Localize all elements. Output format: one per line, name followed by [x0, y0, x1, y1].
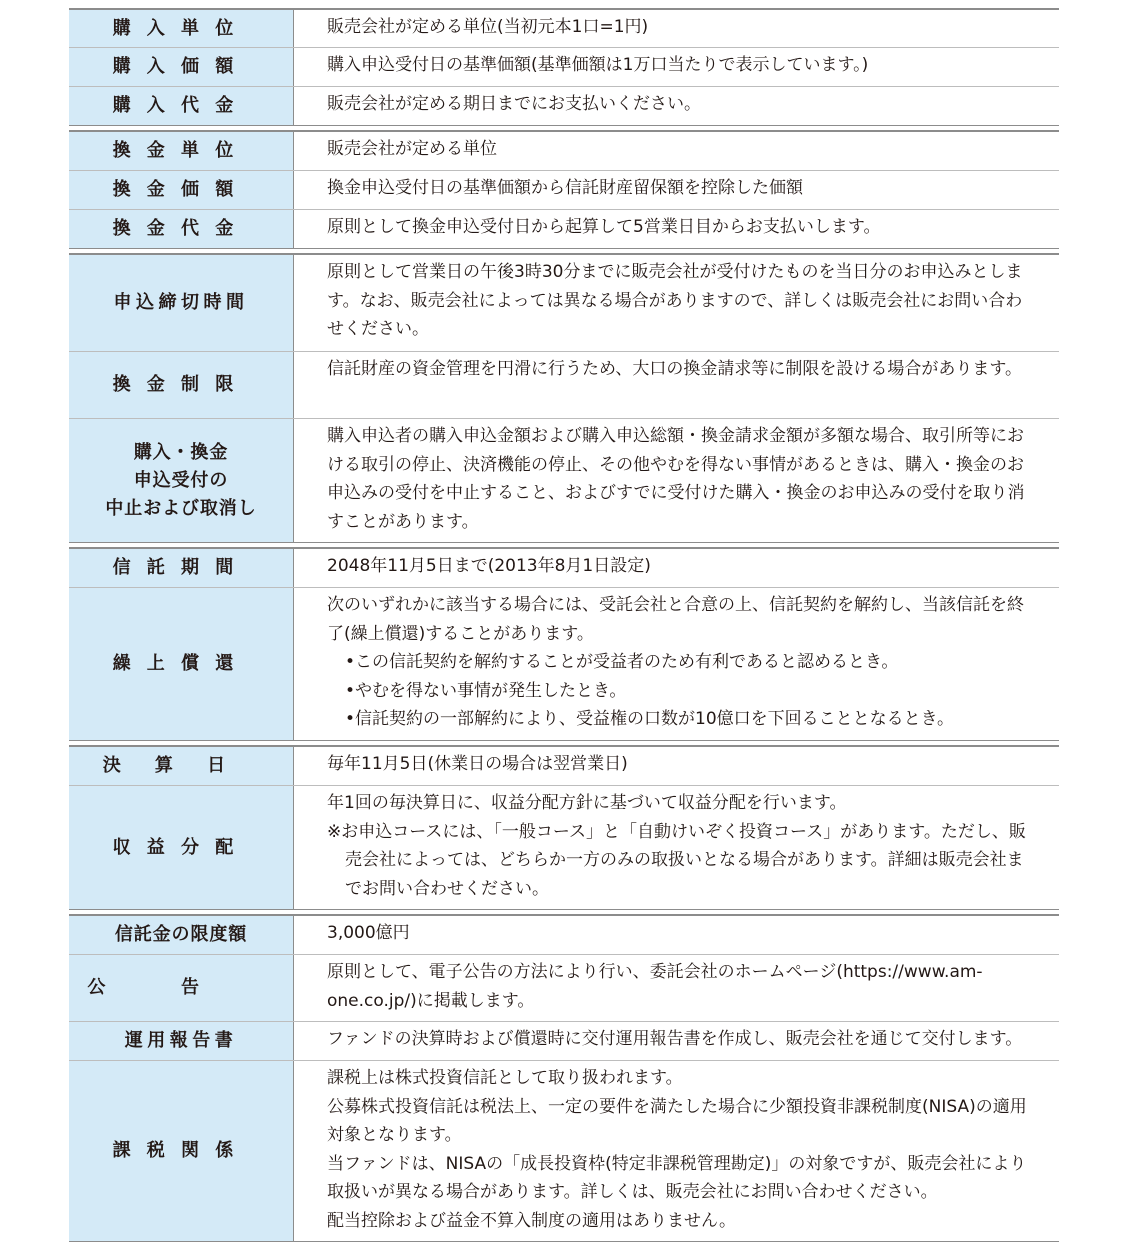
row-value: [294, 171, 1059, 209]
redemption-group: [69, 130, 1059, 249]
table-row: [69, 10, 1059, 47]
value-text: 購入申込受付日の基準価額(基準価額は1万口当たりで表示しています。): [327, 55, 869, 75]
row-value: [294, 1061, 1059, 1241]
value-text: 販売会社が定める期日までにお支払いください。: [327, 94, 701, 114]
row-value: [294, 916, 1059, 954]
row-value: [294, 588, 1059, 740]
row-label: 繰上償還: [69, 588, 294, 740]
row-value: [294, 786, 1059, 909]
value-text: ファンドの決算時および償還時に交付運用報告書を作成し、販売会社を通じて交付します。: [327, 1029, 1023, 1049]
row-label: 課税関係: [69, 1061, 294, 1241]
value-text: 次のいずれかに該当する場合には、受託会社と合意の上、信託契約を解約し、当該信託を終了(繰上償還)することがあります。: [327, 595, 1024, 644]
other-group: [69, 914, 1059, 1242]
row-value: [294, 132, 1059, 170]
application-group: [69, 253, 1059, 543]
table-row: [69, 785, 1059, 909]
table-row: [69, 549, 1059, 587]
row-label: 購入価額: [69, 48, 294, 86]
row-value: [294, 255, 1059, 351]
value-text: 原則として換金申込受付日から起算して5営業日目からお支払いします。: [327, 217, 881, 237]
value-text: 販売会社が定める単位(当初元本1口=1円): [327, 17, 649, 37]
row-label: 運用報告書: [69, 1022, 294, 1060]
purchase-group: [69, 8, 1059, 126]
value-text: 換金申込受付日の基準価額から信託財産留保額を控除した価額: [327, 178, 803, 198]
bullet-item: •この信託契約を解約することが受益者のため有利であると認めるとき。: [345, 652, 899, 672]
value-text: 当ファンドは、NISAの「成長投資枠(特定非課税管理勘定)」の対象ですが、販売会社により取扱いが異なる場合があります。詳しくは、販売会社にお問い合わせください。: [327, 1153, 1027, 1202]
row-label: 信託期間: [69, 549, 294, 587]
value-text: 3,000億円: [327, 923, 410, 943]
trust-term-group: [69, 547, 1059, 741]
row-value: [294, 747, 1059, 785]
row-value: [294, 210, 1059, 248]
value-text: 原則として、電子公告の方法により行い、委託会社のホームページ(https://www.am-one.co.jp/)に掲載します。: [327, 962, 983, 1011]
value-text: 購入申込者の購入申込金額および購入申込総額・換金請求金額が多額な場合、取引所等における取引の停止、決済機能の停止、その他やむを得ない事情があるときは、購入・換金のお申込みの受付を中止すること、およびすでに受付けた購入・換金のお申込みの受付を取り消すことがあります。: [327, 426, 1025, 532]
value-text: 年1回の毎決算日に、収益分配方針に基づいて収益分配を行います。: [327, 793, 847, 813]
value-text: 毎年11月5日(休業日の場合は翌営業日): [327, 754, 628, 774]
table-row: [69, 916, 1059, 954]
table-row: [69, 351, 1059, 418]
value-text: 原則として営業日の午後3時30分までに販売会社が受付けたものを当日分のお申込みとします。なお、販売会社によっては異なる場合がありますので、詳しくは販売会社にお問い合わせください。: [327, 262, 1023, 339]
row-value: [294, 10, 1059, 47]
table-row: [69, 587, 1059, 740]
row-label: 申込締切時間: [69, 255, 294, 351]
row-label: 購入単位: [69, 10, 294, 47]
value-text: 課税上は株式投資信託として取り扱われます。: [327, 1068, 683, 1088]
table-row: [69, 418, 1059, 542]
row-value: [294, 352, 1059, 418]
fund-terms-table: [69, 8, 1059, 1242]
value-text: 配当控除および益金不算入制度の適用はありません。: [327, 1210, 737, 1231]
row-value: [294, 87, 1059, 125]
row-label: 購入代金: [69, 87, 294, 125]
table-row: [69, 1060, 1059, 1241]
row-label: 換金単位: [69, 132, 294, 170]
row-value: [294, 48, 1059, 86]
value-text: 販売会社が定める単位: [327, 139, 497, 159]
row-label: 換金代金: [69, 210, 294, 248]
note-text: ※お申込コースには、「一般コース」と「自動けいぞく投資コース」があります。ただし、販売会社によっては、どちらか一方のみの取扱いとなる場合があります。詳細は販売会社までお問い合わせください。: [327, 821, 1026, 899]
table-row: [69, 255, 1059, 351]
row-value: [294, 549, 1059, 587]
table-row: [69, 1021, 1059, 1060]
bullet-item: •信託契約の一部解約により、受益権の口数が10億口を下回ることとなるとき。: [345, 709, 954, 729]
settlement-group: [69, 745, 1059, 910]
value-text: 信託財産の資金管理を円滑に行うため、大口の換金請求等に制限を設ける場合があります。: [327, 359, 1022, 379]
table-row: [69, 954, 1059, 1021]
row-value: [294, 1022, 1059, 1060]
table-row: [69, 86, 1059, 125]
row-label: 換金制限: [69, 352, 294, 418]
value-text: 2048年11月5日まで(2013年8月1日設定): [327, 556, 651, 576]
table-row: [69, 47, 1059, 86]
row-label: 換金価額: [69, 171, 294, 209]
table-row: [69, 209, 1059, 248]
table-row: [69, 170, 1059, 209]
value-text: 公募株式投資信託は税法上、一定の要件を満たした場合に少額投資非課税制度(NISA)の適用対象となります。: [327, 1096, 1027, 1145]
row-label: 収益分配: [69, 786, 294, 909]
row-label: 公告: [69, 955, 294, 1021]
row-label: 決算日: [69, 747, 294, 785]
row-label: 信託金の限度額: [69, 916, 294, 954]
bullet-item: •やむを得ない事情が発生したとき。: [345, 680, 627, 701]
table-row: [69, 132, 1059, 170]
table-row: [69, 747, 1059, 785]
row-value: [294, 955, 1059, 1021]
row-value: [294, 419, 1059, 542]
row-label: 購入・換金 申込受付の 中止および取消し: [69, 419, 294, 542]
